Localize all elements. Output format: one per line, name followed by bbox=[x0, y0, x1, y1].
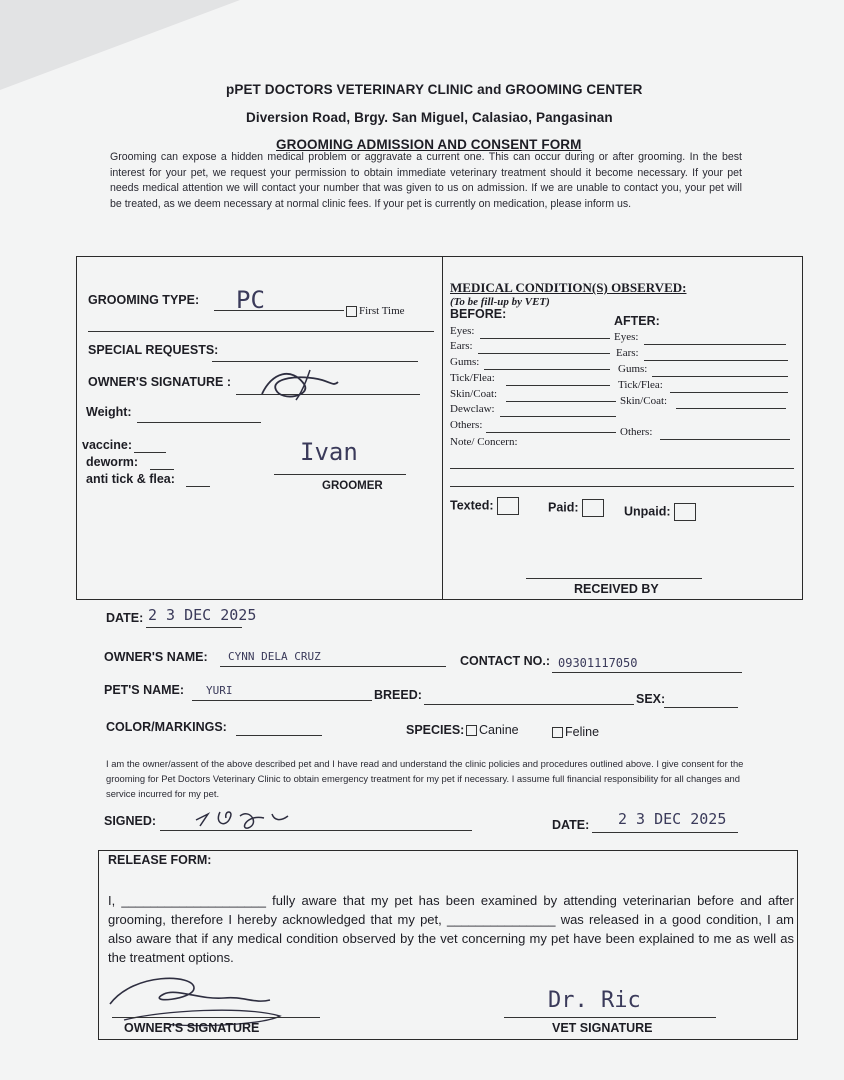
paid-box bbox=[582, 499, 604, 517]
consent-date-value[interactable]: 2 3 DEC 2025 bbox=[618, 810, 727, 828]
before-label: BEFORE: bbox=[450, 307, 507, 321]
after-eyes-label: Eyes: bbox=[614, 331, 639, 343]
unpaid-checkbox[interactable] bbox=[624, 503, 696, 521]
date-value[interactable]: 2 3 DEC 2025 bbox=[148, 606, 257, 624]
before-ears-label: Ears: bbox=[450, 340, 473, 352]
texted-label: Texted: bbox=[450, 498, 494, 513]
owner-signature-label: OWNER'S SIGNATURE : bbox=[88, 375, 232, 389]
first-time-label: First Time bbox=[359, 305, 405, 317]
vet-signature-line bbox=[504, 1017, 716, 1018]
after-eyes-line[interactable] bbox=[644, 344, 786, 345]
first-time-box bbox=[346, 306, 357, 317]
canine-box bbox=[466, 725, 477, 736]
feline-option[interactable] bbox=[552, 725, 599, 739]
first-time-checkbox[interactable] bbox=[346, 305, 405, 317]
color-markings-line[interactable] bbox=[236, 735, 322, 736]
owner-signature-scribble bbox=[252, 362, 342, 404]
groomer-label: GROOMER bbox=[322, 480, 383, 492]
contact-label: CONTACT NO.: bbox=[460, 654, 551, 668]
release-paragraph: I, ____________________ fully aware that my pet has been examined by attending veterinarian before and after grooming, therefore I hereby acknowledged that my pet, _______________ was released in a good condition, I am also aware that if any medical condition observed by the vet concerning my pet have been explained to me as well as the treatment options. bbox=[108, 893, 794, 965]
sex-line[interactable] bbox=[664, 707, 738, 708]
note-line-2[interactable] bbox=[450, 486, 794, 487]
before-others-label: Others: bbox=[450, 419, 483, 431]
after-gums-label: Gums: bbox=[618, 363, 648, 375]
consent-paragraph: I am the owner/assent of the above described pet and I have read and understand the clinic policies and procedures outlined above. I give consent for the grooming for Pet Doctors Veterinary Clinic to obtain emergency treatment for my pet if necessary. I assume full financial responsibility for all changes and service incurred for my pet. bbox=[106, 758, 744, 799]
release-owner-signature-label: OWNER'S SIGNATURE bbox=[124, 1021, 260, 1035]
pet-name-label: PET'S NAME: bbox=[104, 683, 185, 697]
canine-option[interactable] bbox=[466, 723, 519, 737]
owner-name-label: OWNER'S NAME: bbox=[104, 650, 208, 664]
before-tickflea-label: Tick/Flea: bbox=[450, 372, 495, 384]
groomer-name[interactable]: Ivan bbox=[300, 438, 358, 466]
received-by-line[interactable] bbox=[526, 578, 702, 579]
after-tickflea-label: Tick/Flea: bbox=[618, 379, 663, 391]
consent-date-label: DATE: bbox=[552, 818, 590, 832]
before-tickflea-line[interactable] bbox=[506, 385, 610, 386]
unpaid-label: Unpaid: bbox=[624, 504, 671, 519]
color-markings-label: COLOR/MARKINGS: bbox=[106, 720, 227, 734]
consent-date-line bbox=[592, 832, 738, 833]
received-by-label: RECEIVED BY bbox=[574, 582, 659, 596]
before-eyes-label: Eyes: bbox=[450, 325, 475, 337]
release-owner-signature-line[interactable] bbox=[112, 1017, 320, 1018]
vet-signature-label: VET SIGNATURE bbox=[552, 1021, 653, 1035]
before-eyes-line[interactable] bbox=[480, 338, 610, 339]
clinic-address: Diversion Road, Brgy. San Miguel, Calasiao, Pangasinan bbox=[246, 110, 613, 125]
contact-line bbox=[552, 672, 742, 673]
before-others-line[interactable] bbox=[486, 432, 616, 433]
before-skincoat-label: Skin/Coat: bbox=[450, 388, 498, 400]
after-ears-line[interactable] bbox=[644, 360, 788, 361]
page-fold-corner bbox=[0, 0, 240, 90]
before-dewclaw-label: Dewclaw: bbox=[450, 403, 495, 415]
special-requests-label: SPECIAL REQUESTS: bbox=[88, 343, 219, 357]
vaccine-line[interactable] bbox=[134, 452, 166, 453]
release-title: RELEASE FORM: bbox=[108, 853, 212, 867]
breed-label: BREED: bbox=[374, 688, 422, 702]
texted-checkbox[interactable] bbox=[450, 497, 519, 515]
after-others-label: Others: bbox=[620, 426, 653, 438]
after-gums-line[interactable] bbox=[652, 376, 788, 377]
intro-paragraph: Grooming can expose a hidden medical problem or aggravate a current one. This can occur during or after grooming. In the best interest for your pet, we request your permission to obtain immediate veterinary treatment should it become necessary. If your pet needs medical attention we will contact your number that was given to us on admission. If we are unable to contact you, your pet will be treated, as we deem necessary at normal clinic fees. If your pet is currently on medication, please inform us. bbox=[110, 151, 742, 210]
after-skincoat-line[interactable] bbox=[676, 408, 786, 409]
signed-label: SIGNED: bbox=[104, 814, 157, 828]
groomer-line bbox=[274, 474, 406, 475]
grooming-type-label: GROOMING TYPE: bbox=[88, 293, 200, 307]
paid-label: Paid: bbox=[548, 500, 579, 515]
vet-name-signature[interactable]: Dr. Ric bbox=[548, 988, 641, 1013]
grooming-type-underline bbox=[88, 331, 434, 332]
after-tickflea-line[interactable] bbox=[670, 392, 788, 393]
grooming-type-line bbox=[214, 310, 344, 311]
grooming-type-value[interactable]: PC bbox=[236, 286, 265, 314]
before-gums-line[interactable] bbox=[484, 369, 610, 370]
owner-name-value[interactable]: CYNN DELA CRUZ bbox=[228, 650, 321, 663]
consent-signature-scribble bbox=[190, 804, 300, 834]
paid-checkbox[interactable] bbox=[548, 499, 604, 517]
medical-title: MEDICAL CONDITION(S) OBSERVED: bbox=[450, 280, 687, 295]
anti-tick-label: anti tick & flea: bbox=[86, 472, 175, 486]
vaccine-label: vaccine: bbox=[82, 438, 133, 452]
pet-name-value[interactable]: YURI bbox=[206, 684, 233, 697]
species-label: SPECIES: bbox=[406, 723, 465, 737]
before-skincoat-line[interactable] bbox=[506, 401, 616, 402]
pet-name-line bbox=[192, 700, 372, 701]
after-ears-label: Ears: bbox=[616, 347, 639, 359]
canine-label: Canine bbox=[479, 723, 519, 737]
medical-subtitle: (To be fill-up by VET) bbox=[450, 296, 550, 308]
clinic-name: pPET DOCTORS VETERINARY CLINIC and GROOMING CENTER bbox=[226, 82, 643, 97]
note-line-1[interactable] bbox=[450, 468, 794, 469]
before-gums-label: Gums: bbox=[450, 356, 480, 368]
after-label: AFTER: bbox=[614, 314, 660, 328]
unpaid-box bbox=[674, 503, 696, 521]
anti-tick-line[interactable] bbox=[186, 486, 210, 487]
admission-box bbox=[76, 256, 803, 600]
date-line bbox=[146, 627, 242, 628]
owner-name-line bbox=[220, 666, 446, 667]
admission-box-divider bbox=[442, 256, 443, 600]
sex-label: SEX: bbox=[636, 692, 666, 706]
weight-line[interactable] bbox=[137, 422, 261, 423]
weight-label: Weight: bbox=[86, 405, 132, 419]
contact-value[interactable]: 09301117050 bbox=[558, 656, 638, 670]
release-owner-signature-scribble bbox=[104, 970, 314, 1028]
form-title: GROOMING ADMISSION AND CONSENT FORM bbox=[276, 137, 582, 152]
date-label: DATE: bbox=[106, 611, 144, 625]
feline-box bbox=[552, 727, 563, 738]
note-concern-label: Note/ Concern: bbox=[450, 436, 518, 448]
breed-line[interactable] bbox=[424, 704, 634, 705]
deworm-line[interactable] bbox=[150, 469, 174, 470]
after-skincoat-label: Skin/Coat: bbox=[620, 395, 668, 407]
deworm-label: deworm: bbox=[86, 455, 139, 469]
before-dewclaw-line[interactable] bbox=[500, 416, 616, 417]
before-ears-line[interactable] bbox=[478, 353, 610, 354]
after-others-line[interactable] bbox=[660, 439, 790, 440]
texted-box bbox=[497, 497, 519, 515]
feline-label: Feline bbox=[565, 725, 600, 739]
